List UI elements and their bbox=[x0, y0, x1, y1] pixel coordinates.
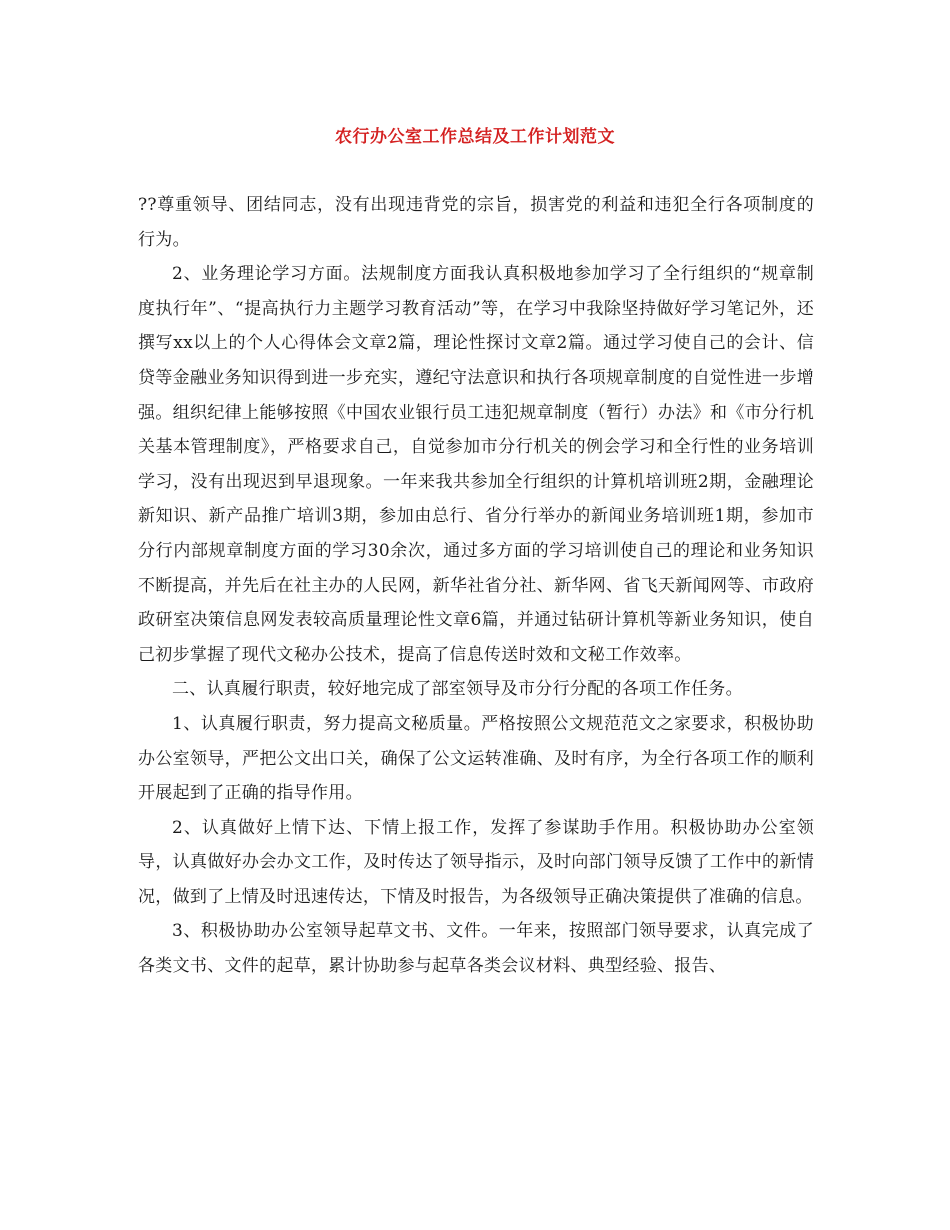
paragraph-3: 二、认真履行职责，较好地完成了部室领导及市分行分配的各项工作任务。 bbox=[172, 679, 743, 700]
paragraph-1: ??尊重领导、团结同志，没有出现违背党的宗旨，损害党的利益和违犯全行各项制度的行为。 bbox=[138, 195, 814, 250]
document-title: 农行办公室工作总结及工作计划范文 bbox=[335, 127, 615, 147]
paragraph-2: 2、业务理论学习方面。法规制度方面我认真积极地参加学习了全行组织的“规章制度执行年”、“提高执行力主题学习教育活动”等，在学习中我除坚持做好学习笔记外，还撰写xx以上的个人心得体会文章2篇，理论性探讨文章2篇。通过学习使自己的会计、信贷等金融业务知识得到进一步充实，遵纪守法意识和执行各项规章制度的自觉性进一步增强。组织纪律上能够按照《中国农业银行员工违犯规章制度（暂行）办法》和《市分行机关基本管理制度》，严格要求自己，自觉参加市分行机关的例会学习和全行性的业务培训学习，没有出现迟到早退现象。一年来我共参加全行组织的计算机培训班2期，金融理论新知识、新产品推广培训3期，参加由总行、省分行举办的新闻业务培训班1期，参加市分行内部规章制度方面的学习30余次，通过多方面的学习培训使自己的理论和业务知识不断提高，并先后在社主办的人民网，新华社省分社、新华网、省飞天新闻网等、市政府政研室决策信息网发表较高质量理论性文章6篇，并通过钻研计算机等新业务知识，使自己初步掌握了现代文秘办公技术，提高了信息传送时效和文秘工作效率。 bbox=[138, 264, 814, 665]
paragraph-4: 1、认真履行职责，努力提高文秘质量。严格按照公文规范范文之家要求，积极协助办公室领导，严把公文出口关，确保了公文运转准确、及时有序，为全行各项工作的顺利开展起到了正确的指导作用。 bbox=[138, 713, 814, 804]
paragraph-6: 3、积极协助办公室领导起草文书、文件。一年来，按照部门领导要求，认真完成了各类文书、文件的起草，累计协助参与起草各类会议材料、典型经验、报告、 bbox=[138, 921, 814, 977]
paragraph-5: 2、认真做好上情下达、下情上报工作，发挥了参谋助手作用。积极协助办公室领导，认真做好办会办文工作，及时传达了领导指示，及时向部门领导反馈了工作中的新情况，做到了上情及时迅速传达，下情及时报告，为各级领导正确决策提供了准确的信息。 bbox=[138, 817, 814, 907]
document-body bbox=[138, 188, 814, 984]
